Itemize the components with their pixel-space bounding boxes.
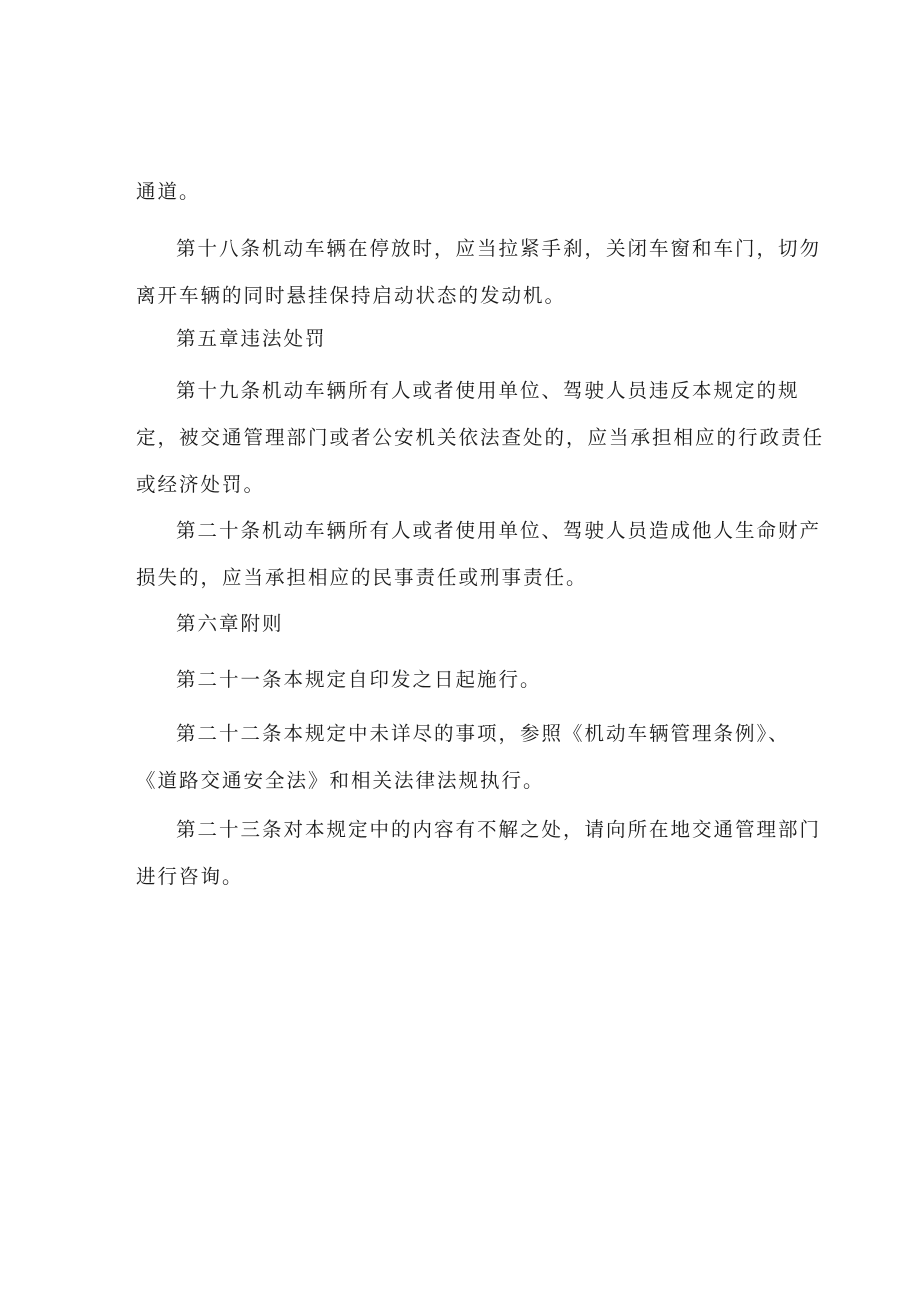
text-line: 第十八条机动车辆在停放时，应当拉紧手刹，关闭车窗和车门，切勿 bbox=[176, 237, 822, 260]
article-18 bbox=[136, 225, 822, 319]
chapter-6-heading bbox=[136, 600, 784, 647]
text-line: 离开车辆的同时悬挂保持启动状态的发动机。 bbox=[136, 284, 567, 307]
text-line: 第十九条机动车辆所有人或者使用单位、驾驶人员违反本规定的规 bbox=[176, 379, 800, 402]
text-line: 进行咨询。 bbox=[136, 865, 244, 888]
text-line: 第二十二条本规定中未详尽的事项，参照《机动车辆管理条例》、 bbox=[176, 722, 790, 745]
paragraph-continuation bbox=[136, 168, 784, 215]
text-line: 第二十条机动车辆所有人或者使用单位、驾驶人员造成他人生命财产 bbox=[176, 519, 822, 542]
text-line: 通道。 bbox=[136, 180, 201, 203]
text-line: 第二十一条本规定自印发之日起施行。 bbox=[176, 668, 542, 691]
text-line: 第二十三条对本规定中的内容有不解之处，请向所在地交通管理部门 bbox=[176, 818, 822, 841]
text-line: 或经济处罚。 bbox=[136, 473, 266, 496]
article-21 bbox=[136, 656, 784, 703]
chapter-5-heading bbox=[136, 315, 784, 362]
text-line: 定，被交通管理部门或者公安机关依法查处的，应当承担相应的行政责任 bbox=[136, 426, 825, 449]
text-line: 第六章附则 bbox=[176, 612, 284, 635]
article-19 bbox=[136, 367, 825, 508]
article-20 bbox=[136, 507, 822, 601]
article-23 bbox=[136, 806, 822, 900]
text-line: 损失的，应当承担相应的民事责任或刑事责任。 bbox=[136, 566, 588, 589]
text-line: 第五章违法处罚 bbox=[176, 327, 327, 350]
article-22 bbox=[136, 710, 790, 804]
text-line: 《道路交通安全法》和相关法律法规执行。 bbox=[136, 769, 545, 792]
